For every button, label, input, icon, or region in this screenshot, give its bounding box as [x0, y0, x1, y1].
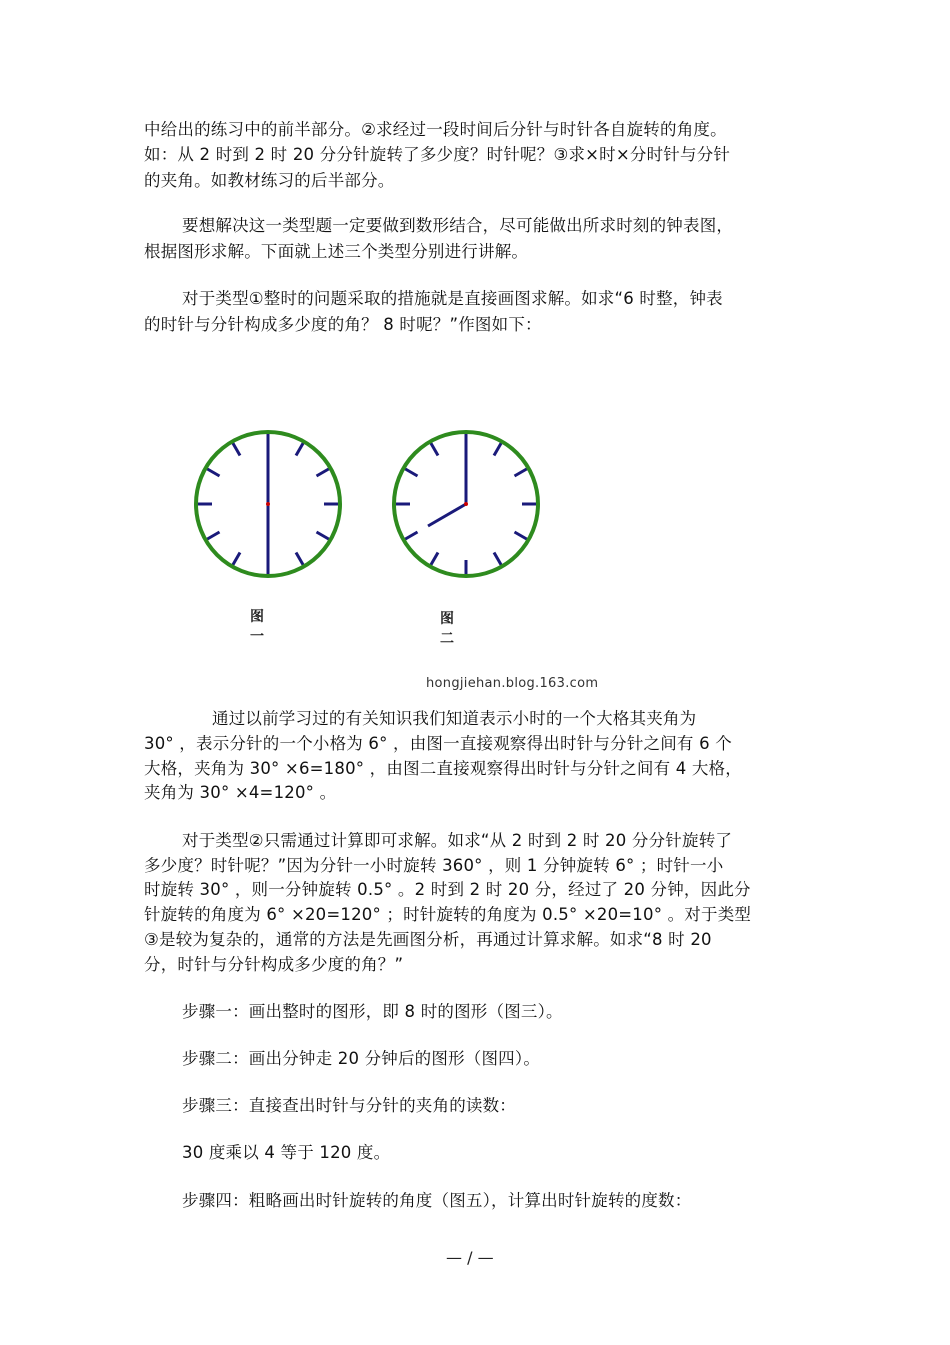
clock-1-tick	[296, 552, 304, 566]
watermark: hongjiehan.blog.163.com	[426, 676, 599, 691]
clock-1-tick	[206, 532, 220, 540]
line-14: 时旋转 30° ，则一分钟旋转 0.5° 。2 时到 2 时 20 分，经过了 20 分钟，因此分	[144, 880, 751, 899]
line-7: 的时针与分针构成多少度的角？ 8 时呢？”作图如下：	[144, 315, 542, 334]
line-3: 的夹角。如教材练习的后半部分。	[144, 171, 395, 190]
clock-1-tick	[232, 552, 240, 566]
step-3-result: 30 度乘以 4 等于 120 度。	[182, 1143, 391, 1162]
line-8: 通过以前学习过的有关知识我们知道表示小时的一个大格其夹角为	[212, 709, 697, 728]
line-15: 针旋转的角度为 6° ×20=120° ；时针旋转的角度为 0.5° ×20=10° 。对于类型	[144, 905, 752, 924]
line-6: 对于类型①整时的问题采取的措施就是直接画图求解。如求“6 时整，钟表	[182, 289, 723, 308]
clock-2-tick	[514, 532, 528, 540]
line-17: 分，时针与分针构成多少度的角？”	[144, 955, 404, 974]
clock-1-tick	[206, 468, 220, 476]
clock-2-hour-hand	[428, 504, 466, 526]
clock-2-tick	[494, 552, 502, 566]
step-4: 步骤四：粗略画出时针旋转的角度（图五），计算出时针旋转的度数：	[182, 1191, 692, 1210]
clock-2-center	[464, 502, 468, 506]
clock-2-tick	[430, 442, 438, 456]
line-1: 中给出的练习中的前半部分。②求经过一段时间后分针与时针各自旋转的角度。	[144, 120, 727, 139]
line-9: 30° ，表示分针的一个小格为 6° ，由图一直接观察得出时针与分针之间有 6 个	[144, 734, 732, 753]
clock-1-tick	[296, 442, 304, 456]
page-footer: — / —	[446, 1248, 494, 1267]
clock-1-tick	[316, 532, 330, 540]
clock-2-tick	[404, 468, 418, 476]
step-1: 步骤一：画出整时的图形，即 8 时的图形（图三）。	[182, 1002, 563, 1021]
clock-2-tick	[514, 468, 528, 476]
caption-figure-1: 图一	[250, 609, 264, 645]
line-12: 对于类型②只需通过计算即可求解。如求“从 2 时到 2 时 20 分分针旋转了	[182, 831, 733, 850]
step-3: 步骤三：直接查出时针与分针的夹角的读数：	[182, 1096, 516, 1115]
line-11: 夹角为 30° ×4=120° 。	[144, 783, 337, 802]
clock-1-tick	[316, 468, 330, 476]
line-10: 大格，夹角为 30° ×6=180° ，由图二直接观察得出时针与分针之间有 4 大格，	[144, 759, 742, 778]
clock-2-tick	[404, 532, 418, 540]
clock-2-tick	[430, 552, 438, 566]
line-5: 根据图形求解。下面就上述三个类型分别进行讲解。	[144, 242, 529, 261]
clock-1-center	[266, 502, 270, 506]
line-16: ③是较为复杂的，通常的方法是先画图分析，再通过计算求解。如求“8 时 20	[144, 930, 712, 949]
clock-1-tick	[232, 442, 240, 456]
line-2: 如：从 2 时到 2 时 20 分分针旋转了多少度？时针呢？③求×时×分时针与分针	[144, 145, 731, 164]
line-13: 多少度？时针呢？”因为分针一小时旋转 360° ，则 1 分钟旋转 6° ；时针一小	[144, 856, 724, 875]
line-4: 要想解决这一类型题一定要做到数形结合，尽可能做出所求时刻的钟表图，	[182, 216, 734, 235]
clock-2-tick	[494, 442, 502, 456]
clock-1-image	[190, 428, 350, 588]
clock-2-image	[388, 428, 548, 588]
caption-figure-2: 图二	[440, 611, 454, 647]
step-2: 步骤二：画出分钟走 20 分钟后的图形（图四）。	[182, 1049, 541, 1068]
